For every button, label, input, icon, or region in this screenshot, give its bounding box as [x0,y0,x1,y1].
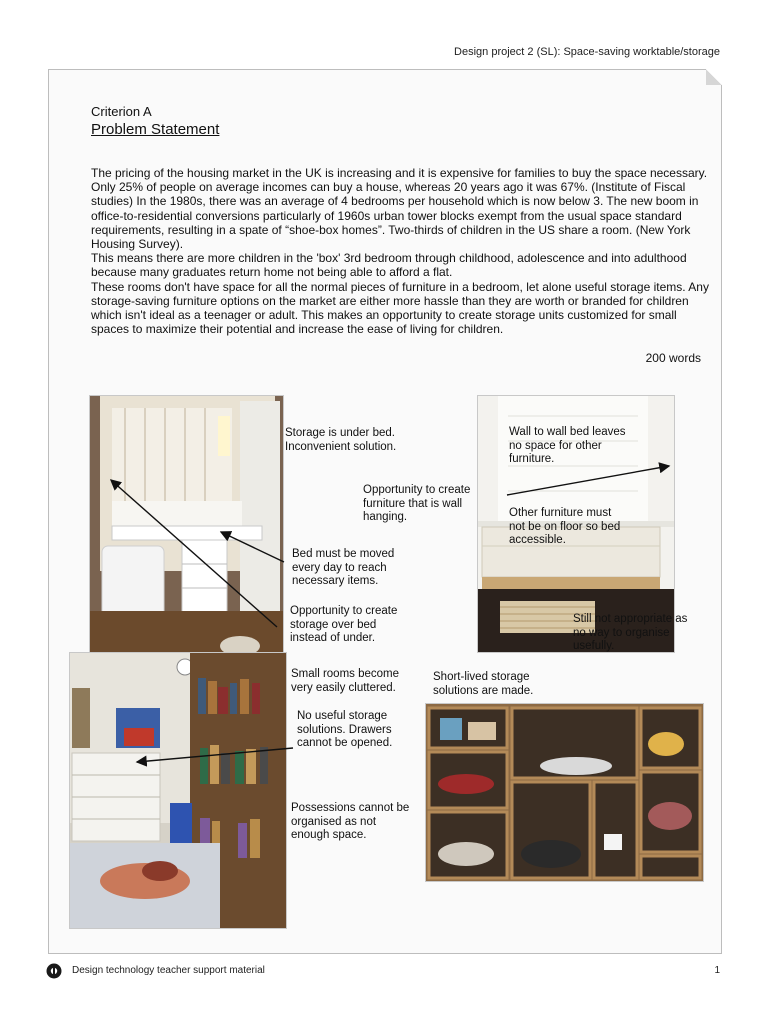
caption-cluttered: Small rooms become very easily cluttered. [291,668,400,694]
caption-not-appropriate: Still not appropriate as no way to organise usefully. [573,613,688,652]
caption-storage-over-bed: Opportunity to create storage over bed instead of under. [290,605,398,644]
caption-storage-under-bed: Storage is under bed. Inconvenient solution. [285,427,397,453]
document-page [48,69,722,954]
cluttered-room-illustration [70,653,286,928]
caption-wall-hanging: Opportunity to create furniture that is wall hanging. [363,484,471,523]
page-header-title: Design project 2 (SL): Space-saving worktable/storage [454,46,720,58]
caption-drawers: No useful storage solutions. Drawers cannot be opened. [297,710,393,749]
caption-off-floor: Other furniture must not be on floor so bed accessible. [509,507,621,546]
criterion-label: Criterion A [91,104,152,119]
caption-short-lived: Short-lived storage solutions are made. [433,671,534,697]
footer-text: Design technology teacher support material [72,965,265,976]
problem-statement-heading: Problem Statement [91,121,220,138]
cardboard-storage-illustration [426,704,703,881]
statement-paragraph: This means there are more children in the 'box' 3rd bedroom through childhood, adolescence and into adulthood because many graduates return home not being able to afford a flat. [91,251,687,280]
page-number: 1 [714,965,720,976]
problem-statement-text [91,166,709,336]
cluttered-room-photo [69,652,287,929]
caption-possessions: Possessions cannot be organised as not enough space. [291,802,410,841]
word-count: 200 words [645,351,701,365]
caption-bed-moved: Bed must be moved every day to reach necessary items. [292,548,395,587]
loft-bed-illustration [90,396,283,652]
page-corner-fold [706,69,722,85]
ib-logo-icon [46,963,62,979]
loft-bed-photo [89,395,284,653]
statement-paragraph: These rooms don't have space for all the normal pieces of furniture in a bedroom, let alone useful storage items. Any storage-saving furniture options on the market are either more hassle than they are worth or branded for children which isn't ideal as a teenager or adult. This makes an opportunity to create storage units customized for small spaces to maximize their potential and increase the ease of living for children. [91,279,709,337]
cardboard-storage-photo [425,703,704,882]
statement-paragraph: The pricing of the housing market in the UK is increasing and it is expensive for families to buy the space necessary. Only 25% of people on average incomes can buy a house, whereas 20 years ago it was 67%. (Institute of Fiscal studies) In the 1980s, there was an average of 4 bedrooms per household which is now below 3. The new boom in office-to-residential conversions particularly of 1960s urban tower blocks exempt from the usual space standard requirements, resulting in a spate of “shoe-box homes”. Two-thirds of children in the US share a room. (New York Housing Survey). [91,166,708,252]
caption-wall-to-wall: Wall to wall bed leaves no space for other furniture. [509,426,626,465]
